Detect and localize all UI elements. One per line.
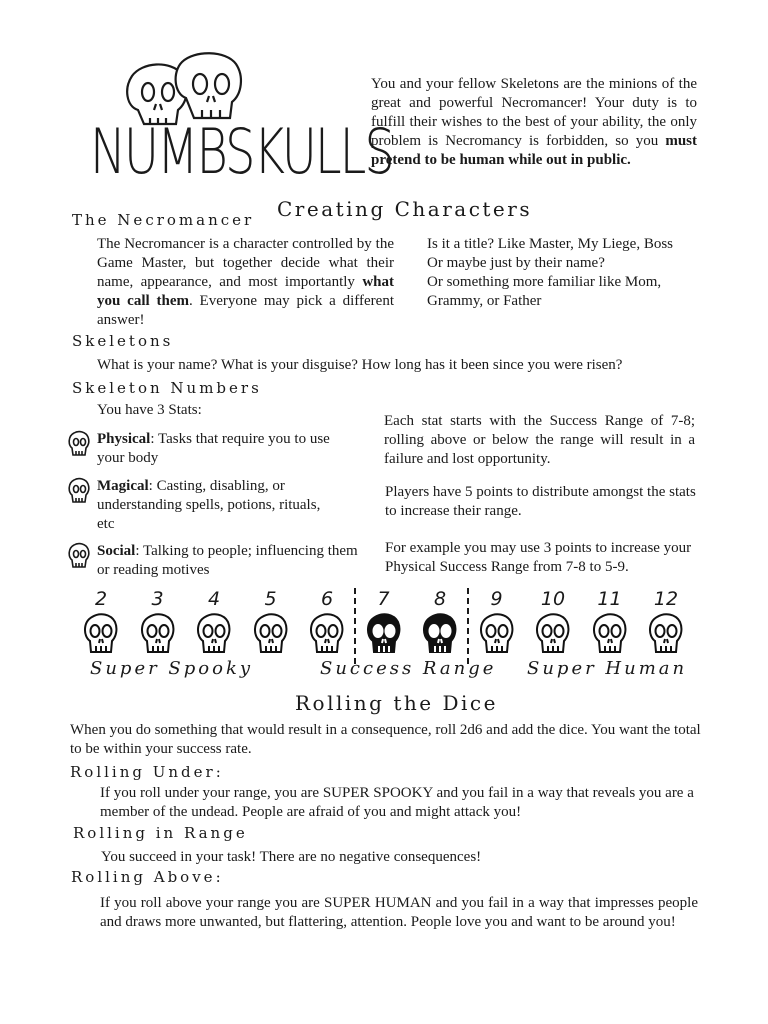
range-divider-right	[467, 588, 469, 664]
rolling-above-heading: Rolling Above:	[71, 868, 224, 886]
skull-icon	[194, 612, 234, 660]
rolling-intro: When you do something that would result in a consequence, roll 2d6 and add the dice. You want the total to be within your success rate.	[70, 722, 701, 757]
dice-scale	[0, 586, 768, 686]
skull-icon	[590, 612, 630, 660]
stat-name: Physical	[97, 431, 151, 447]
skull-icon	[138, 612, 178, 660]
scale-number: 11	[597, 588, 622, 610]
necromancer-left-paragraph	[97, 235, 394, 330]
scale-label-spooky: Super Spooky	[90, 658, 254, 679]
stat-name: Social	[97, 543, 136, 559]
skeletons-heading: Skeletons	[72, 332, 174, 350]
rolling-above-text: If you roll above your range you are SUPER HUMAN and you fail in a way that impresses people and draws more unwanted, but flattering, attention. People love you and want to be around you!	[100, 895, 698, 930]
scale-number: 12	[653, 588, 679, 610]
rolling-under-text: If you roll under your range, you are SUPER SPOOKY and you fail in a way that reveals you are a member of the undead. People are afraid of you and might attack you!	[100, 785, 694, 820]
skull-icon	[646, 612, 686, 660]
stat-social	[67, 542, 367, 580]
necromancer-right-list	[427, 235, 727, 311]
skull-icon	[67, 542, 91, 570]
skull-icon	[251, 612, 291, 660]
necromancer-heading: The Necromancer	[72, 211, 255, 229]
skull-icon	[307, 612, 347, 660]
stat-magical	[67, 477, 347, 534]
scale-number: 9	[490, 588, 503, 610]
skull-icon	[81, 612, 121, 660]
stat-desc: : Casting, disabling, or understanding spells, potions, rituals, etc	[97, 478, 321, 532]
necromancer-right-line: Or maybe just by their name?	[427, 255, 605, 271]
skeletons-text: What is your name? What is your disguise? How long has it been since you were risen?	[97, 357, 623, 373]
stats-rules-2: Players have 5 points to distribute amongst the stats to increase their range.	[385, 484, 696, 519]
stat-name: Magical	[97, 478, 149, 494]
stats-rules-1: Each stat starts with the Success Range of 7-8; rolling above or below the range will result in a failure and lost opportunity.	[384, 413, 695, 467]
rolling-under-heading: Rolling Under:	[70, 763, 224, 781]
rolling-range-heading: Rolling in Range	[73, 824, 248, 842]
stats-rules-3: For example you may use 3 points to increase your Physical Success Range from 7-8 to 5-9.	[385, 540, 692, 575]
intro-text: You and your fellow Skeletons are the minions of the great and powerful Necromancer! Your duty is to fulfill their wishes to the best of your ability, the only problem is Necromancy is forbidden, so you	[371, 76, 697, 149]
necromancer-right-line: Or something more familiar like Mom,	[427, 274, 662, 290]
scale-label-human: Super Human	[527, 658, 688, 679]
creating-characters-title: Creating Characters	[277, 197, 533, 221]
intro-paragraph	[371, 75, 697, 170]
stat-desc: : Tasks that require you to use your body	[97, 431, 330, 466]
necromancer-left-text-1: The Necromancer is a character controlled by the Game Master, but together decide what their name, appearance, and most importantly	[97, 236, 394, 290]
necromancer-right-line: Is it a title? Like Master, My Liege, Boss	[427, 236, 674, 252]
skull-icon	[477, 612, 517, 660]
skull-filled-icon	[364, 612, 404, 660]
scale-number: 4	[207, 588, 221, 610]
intro-bold-text: must pretend to be human while out in public.	[371, 133, 697, 168]
necromancer-left-bold: what you call them	[97, 274, 394, 309]
skull-icon	[67, 430, 91, 458]
logo	[86, 48, 393, 189]
skeleton-numbers-heading: Skeleton Numbers	[72, 379, 262, 397]
range-divider-left	[354, 588, 356, 664]
scale-number: 10	[540, 588, 566, 610]
scale-number: 5	[264, 588, 277, 610]
scale-label-success: Success Range	[320, 658, 497, 679]
necromancer-right-line: Grammy, or Father	[427, 293, 542, 309]
skull-icon	[533, 612, 573, 660]
scale-number: 8	[433, 588, 447, 610]
scale-number: 2	[94, 588, 108, 610]
skull-icon	[67, 477, 91, 505]
skull-filled-icon	[420, 612, 460, 660]
scale-number: 3	[151, 588, 164, 610]
scale-number: 7	[377, 588, 390, 610]
stat-physical	[67, 430, 347, 468]
rolling-range-text: You succeed in your task! There are no negative consequences!	[101, 849, 482, 865]
necromancer-left-text-2: . Everyone may pick a different answer!	[97, 293, 394, 328]
rolling-title: Rolling the Dice	[295, 691, 498, 715]
logo-text: NUMBSKULLS	[90, 116, 393, 189]
scale-number: 6	[320, 588, 334, 610]
stats-intro: You have 3 Stats:	[97, 402, 202, 418]
stat-desc: : Talking to people; influencing them or reading motives	[97, 543, 358, 578]
